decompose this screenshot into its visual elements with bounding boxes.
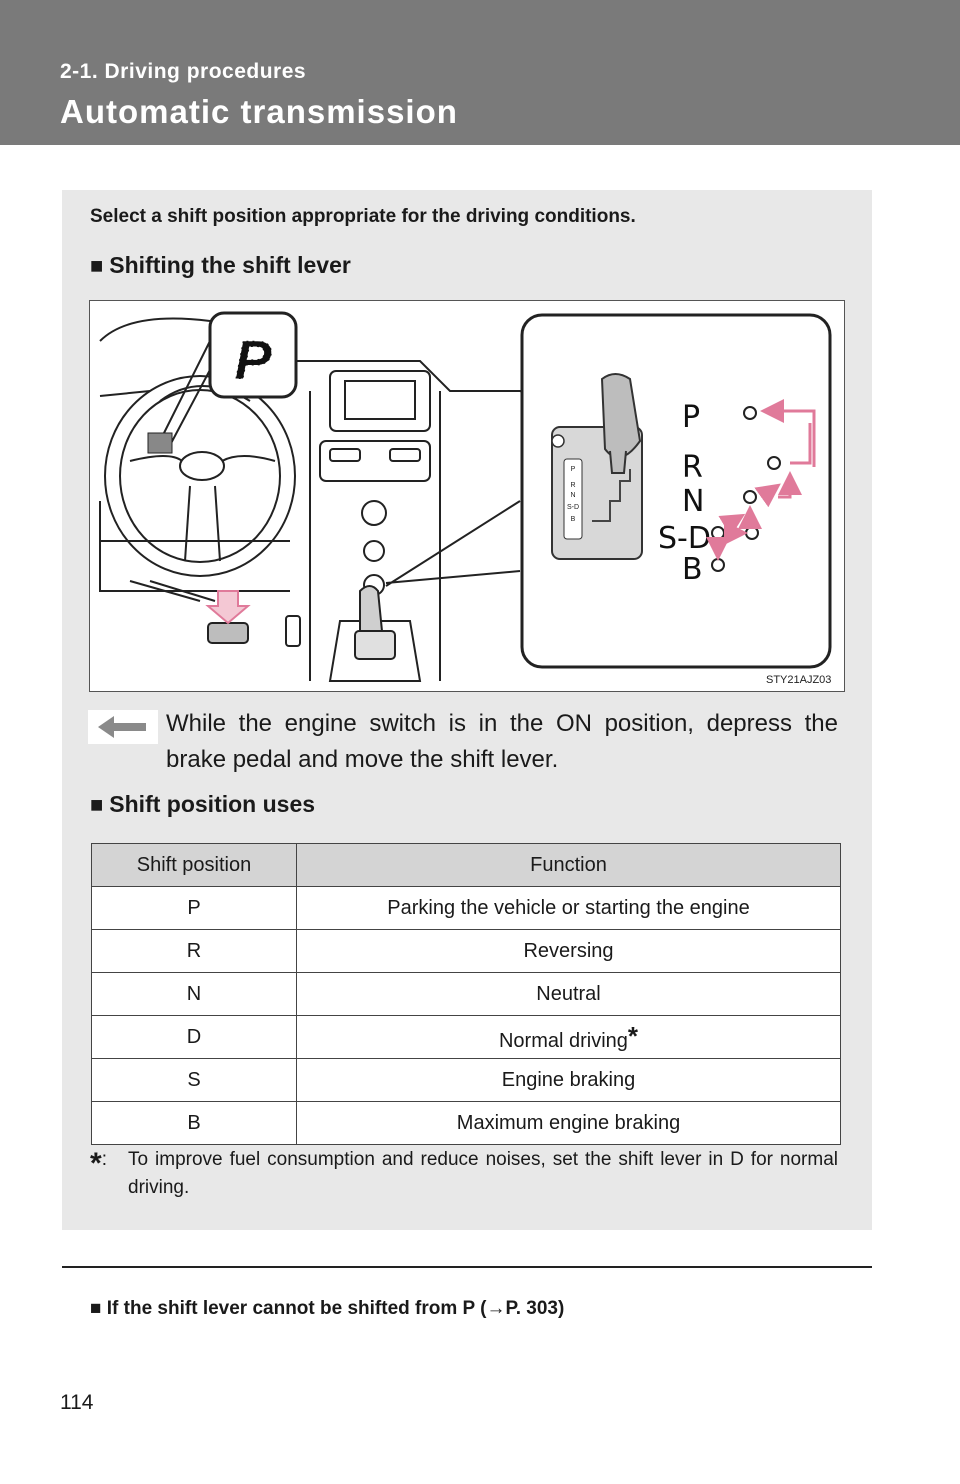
table-row	[92, 1059, 841, 1102]
footnote-text: To improve fuel consumption and reduce noises, set the shift lever in D for normal driving.	[128, 1149, 838, 1198]
shift-position-cell: D	[92, 1016, 297, 1059]
cannot-shift-note	[90, 1298, 564, 1320]
shift-gate-callout	[522, 315, 830, 667]
chapter-header	[0, 0, 960, 145]
bullet-square: ■	[90, 1298, 102, 1319]
function-cell: Reversing	[297, 930, 841, 973]
small-gate-n: N	[570, 492, 576, 499]
arrow-instruction-text: While the engine switch is in the ON position, depress the brake pedal and move the shift lever.	[166, 710, 838, 773]
footnote-marker: *	[627, 1021, 639, 1051]
figure-code: STY21AJZ03	[766, 674, 832, 686]
shifting-heading-text: Shifting the shift lever	[109, 252, 351, 278]
shift-position-cell: B	[92, 1102, 297, 1145]
shift-lever-illustration	[89, 300, 845, 692]
small-gate-sd: S-D	[566, 504, 580, 511]
gate-label-sd: S-D	[658, 521, 711, 556]
uses-heading	[90, 791, 315, 818]
small-gate-p: P	[570, 466, 576, 473]
brake-pedal-arrow	[208, 591, 248, 623]
function-text: Normal driving	[498, 1030, 628, 1052]
divider	[62, 1266, 872, 1268]
arrow-icon	[88, 710, 158, 744]
footnote-star: *	[90, 1147, 102, 1180]
bullet-square: ■	[90, 253, 104, 278]
table-row	[92, 887, 841, 930]
section-label: 2-1. Driving procedures	[60, 60, 307, 83]
arrow-glyph: →	[486, 1298, 506, 1319]
table-row	[92, 1102, 841, 1145]
table-row	[92, 930, 841, 973]
function-cell: Neutral	[297, 973, 841, 1016]
small-gate-b: B	[570, 516, 576, 523]
page-number: 114	[60, 1391, 94, 1414]
shift-position-table	[91, 843, 841, 1145]
table-header-row	[92, 844, 841, 887]
function-cell: Maximum engine braking	[297, 1102, 841, 1145]
shift-position-cell: N	[92, 973, 297, 1016]
function-cell: Parking the vehicle or starting the engine	[297, 887, 841, 930]
note-text: If the shift lever cannot be shifted from P (	[106, 1298, 487, 1319]
function-cell: Engine braking	[297, 1059, 841, 1102]
small-gate-r: R	[570, 482, 576, 489]
table-row	[92, 1016, 841, 1059]
gate-label-n: N	[682, 484, 705, 519]
uses-heading-text: Shift position uses	[109, 791, 316, 817]
column-header: Function	[297, 844, 841, 887]
column-header: Shift position	[92, 844, 297, 887]
p-indicator-label: P	[234, 328, 272, 391]
footnote	[90, 1146, 838, 1202]
table-row	[92, 973, 841, 1016]
function-cell	[297, 1016, 841, 1059]
shift-position-cell: P	[92, 887, 297, 930]
shift-position-cell: S	[92, 1059, 297, 1102]
shift-position-cell: R	[92, 930, 297, 973]
p-indicator-callout	[148, 313, 296, 453]
shifting-heading	[90, 252, 351, 279]
footnote-colon: :	[101, 1149, 107, 1170]
intro-text: Select a shift position appropriate for the driving conditions.	[90, 206, 636, 227]
bullet-square: ■	[90, 792, 104, 817]
page-title: Automatic transmission	[60, 93, 458, 130]
gate-label-p: P	[682, 400, 701, 435]
page-reference-link[interactable]: P. 303)	[505, 1298, 565, 1319]
gate-label-b: B	[682, 552, 703, 587]
gate-label-r: R	[682, 450, 703, 485]
